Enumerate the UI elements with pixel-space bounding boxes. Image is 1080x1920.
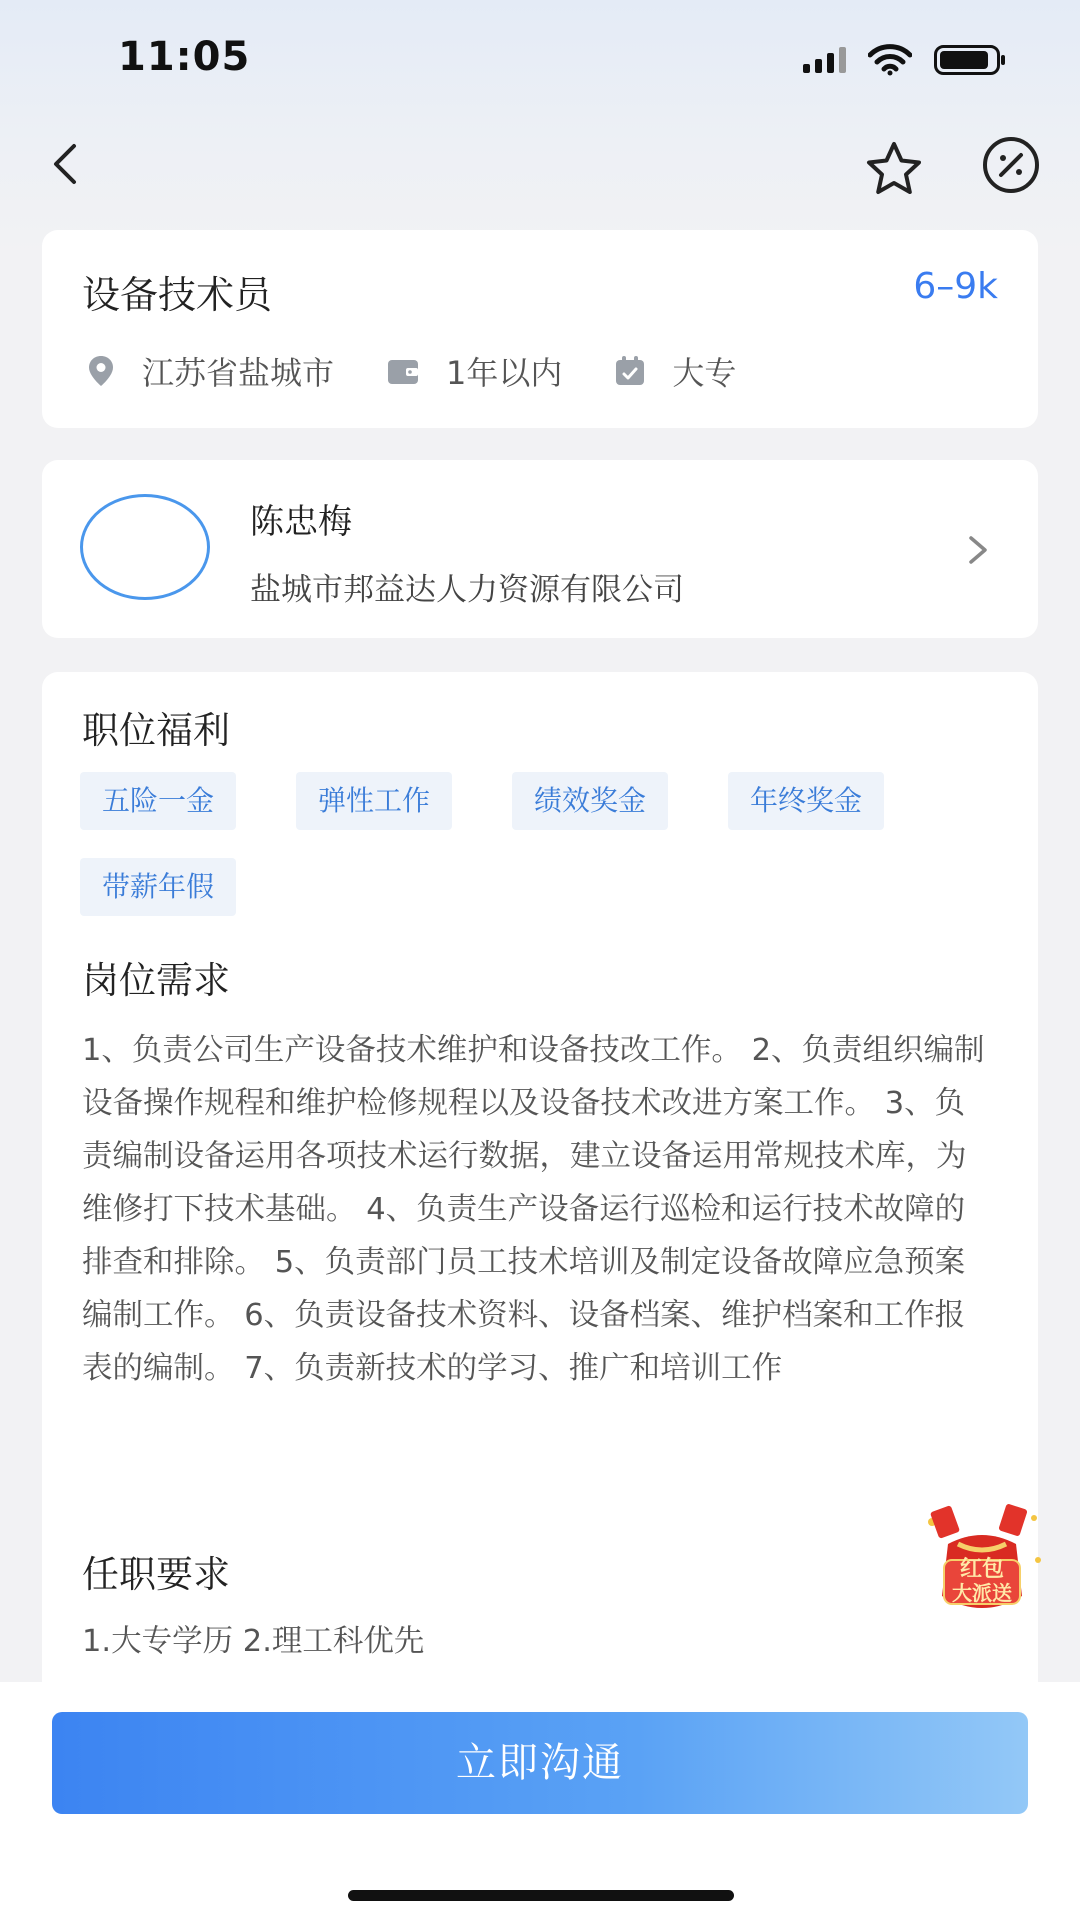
recruiter-company: 盐城市邦益达人力资源有限公司: [250, 572, 684, 608]
requirements-text: 1.大专学历 2.理工科优先: [82, 1624, 425, 1659]
job-meta: [86, 348, 788, 394]
chat-now-button[interactable]: 立即沟通: [52, 1712, 1028, 1814]
job-experience: [386, 348, 562, 394]
chevron-right-icon: [966, 530, 990, 570]
job-description-text: 1、负责公司生产设备技术维护和设备技改工作。 2、负责组织编制设备操作规程和维护检修规程以及设备技术改进方案工作。 3、负责编制设备运用各项技术运行数据，建立设备运用常规技术库，为维修打下技术基础。 4、负责生产设备运行巡检和运行技术故障的排查和排除。 5、负责部门员工技术培训及制定设备故障应急预案编制工作。 6、负责设备技术资料、设备档案、维护档案和工作报表的编制。 7、负责新技术的学习、推广和培训工作: [82, 1033, 985, 1386]
status-time: 11:05: [118, 34, 251, 80]
recruiter-name: 陈忠梅: [250, 502, 352, 542]
job-location-text: 江苏省盐城市: [142, 354, 335, 392]
benefit-tag: 弹性工作: [296, 772, 452, 830]
job-title: 设备技术员: [82, 273, 273, 317]
bottom-action-bar: [0, 1682, 1080, 1920]
wallet-icon: [386, 356, 420, 386]
job-education: [614, 348, 736, 394]
red-packet-promo[interactable]: [918, 1500, 1046, 1620]
battery-icon: [934, 44, 1008, 76]
job-salary: 6–9k: [913, 266, 998, 307]
job-experience-text: 1年以内: [446, 354, 563, 392]
recruiter-card[interactable]: [42, 460, 1038, 638]
avatar: [80, 494, 210, 600]
status-bar: [0, 0, 1080, 120]
red-packet-line2: 大派送: [952, 1581, 1012, 1605]
wifi-icon: [868, 44, 912, 76]
job-location: [86, 348, 334, 394]
job-education-text: 大专: [672, 354, 737, 392]
signal-icon: [803, 47, 846, 73]
job-detail-card: [42, 672, 1038, 1712]
chevron-left-icon[interactable]: [44, 134, 88, 194]
description-title: 岗位需求: [82, 959, 230, 1002]
benefit-tag: 年终奖金: [728, 772, 884, 830]
job-summary-card: [42, 230, 1038, 428]
red-packet-line1: 红包: [959, 1557, 1004, 1582]
star-icon[interactable]: [862, 138, 926, 202]
nav-bar: [0, 120, 1080, 230]
benefit-tag: 带薪年假: [80, 858, 236, 916]
benefit-tag: 绩效奖金: [512, 772, 668, 830]
benefits-title: 职位福利: [82, 709, 230, 752]
status-icons: [803, 44, 1008, 76]
benefit-tag: 五险一金: [80, 772, 236, 830]
home-indicator: [348, 1890, 734, 1901]
requirements-title: 任职要求: [82, 1553, 230, 1596]
share-icon[interactable]: [980, 134, 1042, 196]
calendar-icon: [614, 355, 646, 387]
location-pin-icon: [86, 354, 116, 388]
